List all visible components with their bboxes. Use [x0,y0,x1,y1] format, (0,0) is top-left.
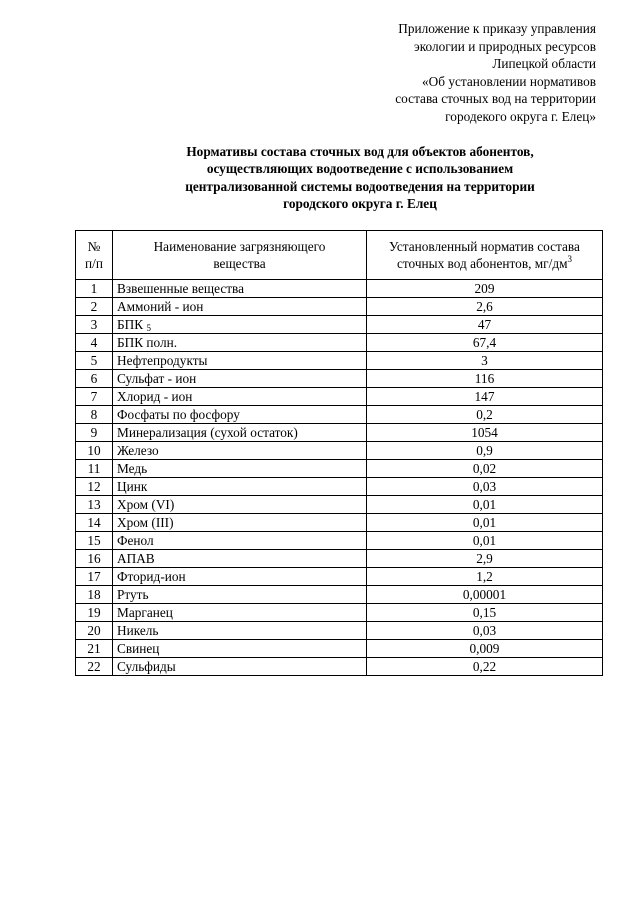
norm-value: 1,2 [367,568,603,586]
row-number: 11 [76,460,113,478]
norm-value: 0,01 [367,496,603,514]
table-row [76,568,603,586]
norm-value: 0,01 [367,532,603,550]
header-number: № п/п [76,231,113,280]
substance-subscript: 5 [146,323,151,333]
substance-name: Железо [113,442,367,460]
header-substance: Наименование загрязняющего вещества [113,231,367,280]
norm-value: 147 [367,388,603,406]
substance-name: Сульфиды [113,658,367,676]
substance-name: Никель [113,622,367,640]
row-number: 19 [76,604,113,622]
norms-table [75,230,603,676]
norm-value: 2,6 [367,298,603,316]
norm-value: 0,9 [367,442,603,460]
row-number: 9 [76,424,113,442]
substance-name: Сульфат - ион [113,370,367,388]
row-number: 14 [76,514,113,532]
table-row [76,298,603,316]
table-row [76,406,603,424]
title-line: Нормативы состава сточных вод для объектов абонентов, [186,144,534,159]
table-body [76,280,603,676]
title-line: городского округа г. Елец [283,196,437,212]
substance-name: Хром (III) [113,514,367,532]
table-row [76,424,603,442]
norm-value: 3 [367,352,603,370]
title-line: централизованной системы водоотведения на территории [185,178,535,194]
row-number: 8 [76,406,113,424]
appendix-line: «Об установлении нормативов [422,73,596,89]
table-row [76,622,603,640]
row-number: 6 [76,370,113,388]
substance-name: Минерализация (сухой остаток) [113,424,367,442]
appendix-line: Липецкой области [492,56,596,72]
row-number: 2 [76,298,113,316]
row-number: 21 [76,640,113,658]
row-number: 18 [76,586,113,604]
appendix-reference [296,20,596,126]
row-number: 3 [76,316,113,334]
substance-name: Аммоний - ион [113,298,367,316]
table-row [76,532,603,550]
row-number: 22 [76,658,113,676]
substance-name: БПК $_5$ [113,316,367,334]
substance-name: Марганец [113,604,367,622]
appendix-line: состава сточных вод на территории [395,91,596,107]
table-row [76,280,603,298]
norm-value: 47 [367,316,603,334]
substance-name: Цинк [113,478,367,496]
norm-value: 1054 [367,424,603,442]
row-number: 12 [76,478,113,496]
table-row [76,586,603,604]
norm-value: 0,01 [367,514,603,532]
table-row [76,496,603,514]
table-row [76,640,603,658]
row-number: 20 [76,622,113,640]
table-row [76,550,603,568]
table-row [76,460,603,478]
row-number: 13 [76,496,113,514]
table-row [76,334,603,352]
row-number: 10 [76,442,113,460]
table-row [76,604,603,622]
row-number: 7 [76,388,113,406]
norm-value: 0,22 [367,658,603,676]
substance-name: Фторид-ион [113,568,367,586]
appendix-line: Приложение к приказу управления [398,21,596,36]
table-row [76,388,603,406]
appendix-line: городекого округа г. Елец» [445,108,596,124]
norm-value: 209 [367,280,603,298]
appendix-line: экологии и природных ресурсов [413,38,596,54]
substance-name: Нефтепродукты [113,352,367,370]
table-row [76,514,603,532]
row-number: 15 [76,532,113,550]
norm-value: 0,2 [367,406,603,424]
row-number: 1 [76,280,113,298]
table-row [76,316,603,334]
table-row [76,370,603,388]
substance-name: Фосфаты по фосфору [113,406,367,424]
table-row [76,658,603,676]
substance-name: Взвешенные вещества [113,280,367,298]
table-row [76,442,603,460]
substance-name: БПК полн. [113,334,367,352]
substance-name: Хром (VI) [113,496,367,514]
row-number: 17 [76,568,113,586]
norm-value: 67,4 [367,334,603,352]
norm-value: 0,009 [367,640,603,658]
table-header-row [76,231,603,280]
norm-value: 2,9 [367,550,603,568]
row-number: 4 [76,334,113,352]
norm-value: 0,00001 [367,586,603,604]
table-row [76,478,603,496]
norm-value: 0,02 [367,460,603,478]
title-line: осуществляющих водоотведение с использованием [206,161,514,177]
norm-value: 116 [367,370,603,388]
row-number: 5 [76,352,113,370]
substance-name: Ртуть [113,586,367,604]
norm-value: 0,03 [367,478,603,496]
norm-value: 0,15 [367,604,603,622]
substance-name: Хлорид - ион [113,388,367,406]
header-norm-value: Установленный норматив состава сточных вод абонентов, $мг/дм^3$ [367,231,603,280]
document-title [140,143,580,213]
norm-value: 0,03 [367,622,603,640]
substance-name: АПАВ [113,550,367,568]
substance-name: Фенол [113,532,367,550]
substance-name: Медь [113,460,367,478]
substance-name: Свинец [113,640,367,658]
row-number: 16 [76,550,113,568]
table-row [76,352,603,370]
